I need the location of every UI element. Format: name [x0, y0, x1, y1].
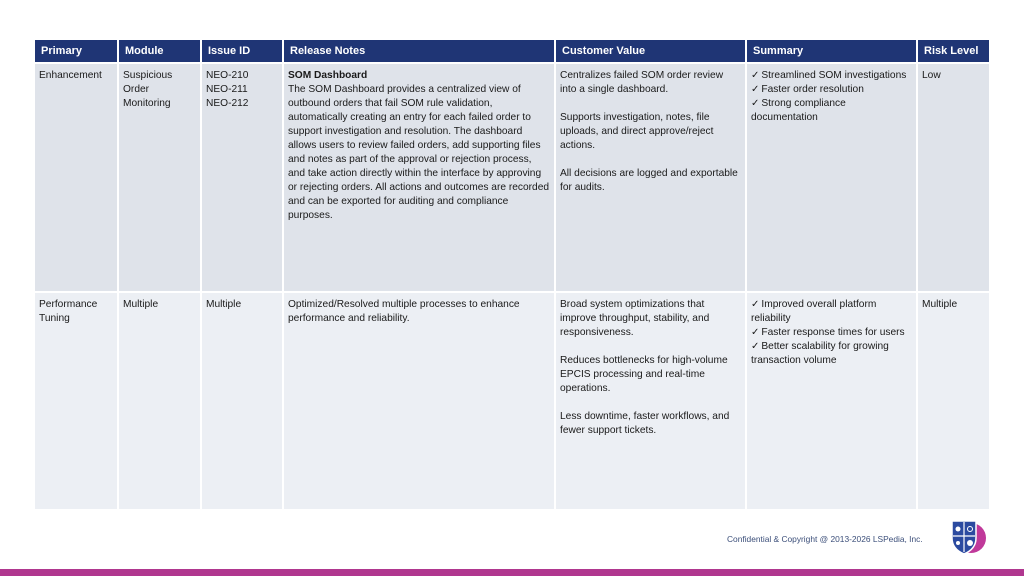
table-row — [35, 62, 989, 291]
check-icon: ✓ — [751, 84, 760, 95]
summary-item: ✓ Faster response times for users — [751, 327, 905, 338]
cell-primary: Enhancement — [35, 62, 119, 291]
bottom-accent-bar — [0, 569, 1024, 576]
cell-summary — [747, 291, 918, 509]
table-row — [35, 291, 989, 509]
header-primary: Primary — [35, 40, 119, 62]
cell-risk-level: Multiple — [918, 291, 989, 509]
release-notes-table — [35, 40, 989, 509]
company-logo-icon — [946, 518, 988, 556]
summary-item: ✓ Better scalability for growing transaction volume — [751, 341, 889, 366]
value-paragraph: Broad system optimizations that improve throughput, stability, and responsiveness. — [560, 299, 710, 338]
header-risk-level: Risk Level — [918, 40, 989, 62]
header-release-notes: Release Notes — [284, 40, 556, 62]
cell-release-notes — [284, 291, 556, 509]
check-icon: ✓ — [751, 341, 760, 352]
cell-primary: Performance Tuning — [35, 291, 119, 509]
summary-item: ✓ Improved overall platform reliability — [751, 299, 877, 324]
value-paragraph: Less downtime, faster workflows, and fewer support tickets. — [560, 411, 730, 436]
issue-id: NEO-211 — [206, 84, 248, 95]
check-icon: ✓ — [751, 327, 760, 338]
release-description: Optimized/Resolved multiple processes to enhance performance and reliability. — [288, 299, 520, 324]
cell-issue-id: Multiple — [202, 291, 284, 509]
value-paragraph: Centralizes failed SOM order review into a single dashboard. — [560, 70, 724, 95]
issue-id: NEO-212 — [206, 98, 249, 109]
cell-release-notes — [284, 62, 556, 291]
header-customer-value: Customer Value — [556, 40, 747, 62]
release-title: SOM Dashboard — [288, 70, 368, 81]
value-paragraph: Reduces bottlenecks for high-volume EPCIS processing and real-time operations. — [560, 355, 728, 394]
cell-customer-value — [556, 291, 747, 509]
summary-item: ✓ Streamlined SOM investigations — [751, 70, 907, 81]
cell-summary — [747, 62, 918, 291]
check-icon: ✓ — [751, 299, 760, 310]
value-paragraph: Supports investigation, notes, file uploads, and direct approve/reject actions. — [560, 112, 714, 151]
cell-module: Suspicious Order Monitoring — [119, 62, 202, 291]
release-description: The SOM Dashboard provides a centralized view of outbound orders that fail SOM rule validation, automatically creating an entry for each failed order to support investigation and resolution. The dashboard allows users to review failed orders, add supporting files and notes as part of the approval or rejection process, and take action directly within the interface by approving or rejecting orders. All actions and outcomes are recorded and can be exported for auditing and compliance purposes. — [288, 84, 550, 221]
header-issue-id: Issue ID — [202, 40, 284, 62]
issue-id: NEO-210 — [206, 70, 249, 81]
summary-item: ✓ Strong compliance documentation — [751, 98, 846, 123]
check-icon: ✓ — [751, 98, 760, 109]
cell-module: Multiple — [119, 291, 202, 509]
copyright-text: Confidential & Copyright @ 2013-2026 LSPedia, Inc. — [727, 534, 923, 544]
summary-item: ✓ Faster order resolution — [751, 84, 864, 95]
cell-issue-id — [202, 62, 284, 291]
check-icon: ✓ — [751, 70, 760, 81]
table-header-row — [35, 40, 989, 62]
value-paragraph: All decisions are logged and exportable for audits. — [560, 168, 738, 193]
header-summary: Summary — [747, 40, 918, 62]
cell-customer-value — [556, 62, 747, 291]
header-module: Module — [119, 40, 202, 62]
cell-risk-level: Low — [918, 62, 989, 291]
